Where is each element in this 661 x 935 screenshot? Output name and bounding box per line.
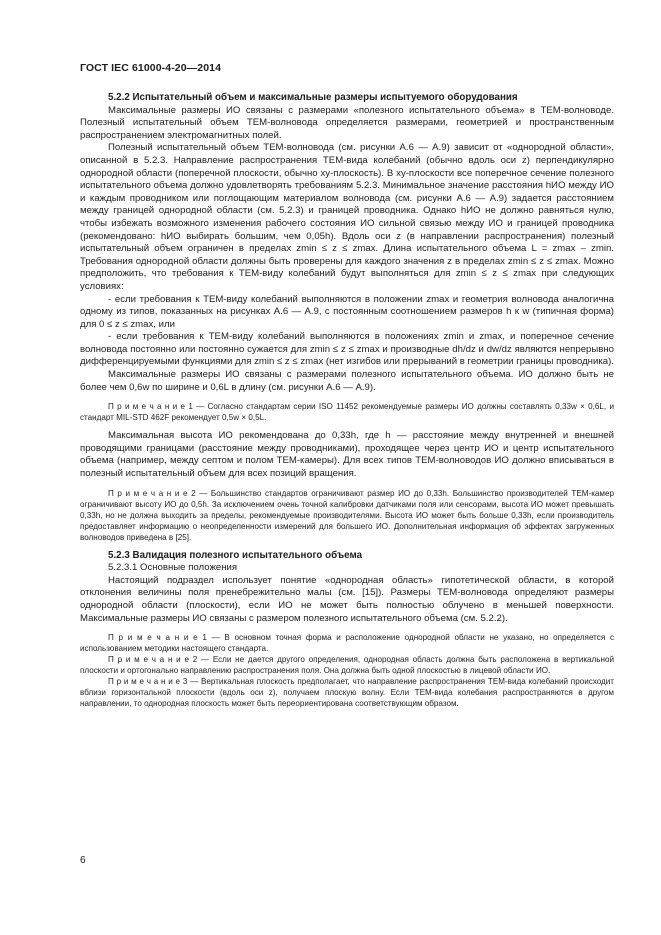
body-paragraph: Максимальные размеры ИО связаны с размерами «полезного испытательного объема» в ТЕМ-волноводе. Полезный испытательный объем ТЕМ-волновода определяется размерами, геометрией и пространственным распространением электромагнитных полей. [80,104,614,141]
section-heading: 5.2.2 Испытательный объем и максимальные размеры испытуемого оборудования [108,92,518,103]
spacer [80,543,614,550]
note-paragraph: П р и м е ч а н и е 2 — Большинство стандартов ограничивают размер ИО до 0,33h. Большинство производителей ТЕМ-камер ограничивают высоту ИО до 0,5h. За исключением очень точной калибровки датчиками поля или сенсорами, высота ИО может превышать 0,33h, но не должна выходить за пределы, рекомендуемые производителями. Высота ИО может быть больше 0,33h, если производитель предоставляет информацию о неопределенности измерений для большего ИО. Дополнительная информация об эффектах загруженных волноводов приведена в [25]. [80,488,614,542]
spacer [80,625,614,632]
note-paragraph: П р и м е ч а н и е 1 — Согласно стандартам серии ISO 11452 рекомендуемые размеры ИО должны составлять 0,33w × 0,6L, и стандарт MIL-STD 462F рекомендует 0,5w × 0,5L. [80,402,614,423]
body-paragraph: - если требования к ТЕМ-виду колебаний выполняются в положениях zmin и zmax, и поперечное сечение волновода постоянно или постоянно сужается для zmin ≤ z ≤ zmax и производные dh/dz и dw/dz являются непрерывно дифференцируемыми функциями для zmin ≤ z ≤ zmax (нет изгибов или прерываний в геометрии границы проводника). [80,331,614,368]
page-number: 6 [80,855,86,866]
body-paragraph: 5.2.3.1 Основные положения [108,562,238,574]
spacer [80,423,614,430]
spacer [80,394,614,401]
note-paragraph: П р и м е ч а н и е 3 — Вертикальная плоскость предполагает, что направление распространения ТЕМ-вида колебаний происходит вблизи горизонтальной плоскости (вдоль оси z), получаем плоскую волну. Если ТЕМ-вида колебания распространяются в другом направлении, то однородная плоскость может быть переориентирована соответствующим образом. [80,677,614,709]
note-paragraph: П р и м е ч а н и е 2 — Если не дается другого определения, однородная область должна быть расположена в вертикальной плоскости и ортогонально направлению распространения поля. Она должна быть одной плоскостью в лицевой области ИО. [80,655,614,676]
note-paragraph: П р и м е ч а н и е 1 — В основном точная форма и расположение однородной области не указано, но определяется с использованием методики настоящего стандарта. [80,633,614,654]
section-heading: 5.2.3 Валидация полезного испытательного объема [108,549,363,561]
document-header: ГОСТ IEC 61000-4-20—2014 [80,62,222,74]
body-paragraph: Настоящий подраздел использует понятие «однородная область» гипотетической области, в которой отклонения величины поля пренебрежительно малы (см. [15]). Размеры ТЕМ-волновода определяют размеры однородной области (плоскости), если ИО не может быть полностью облучено в меньшей поверхности. Максимальные размеры ИО связаны с размером полезного испытательного объема (см. 5.2.2). [80,574,614,624]
document-body [80,92,614,709]
spacer [80,481,614,488]
body-paragraph: Максимальная высота ИО рекомендована до 0,33h, где h — расстояние между внутренней и внешней проводящими границами (расстояние между проводниками), проходящее через центр ИО и центр испытательного объема (например, между септом и полом ТЕМ-камеры). Для всех типов ТЕМ-волноводов ИО должно вписываться в полезный испытательный объем для всех позиций вращения. [80,430,614,480]
body-paragraph: - если требования к ТЕМ-виду колебаний выполняются в положении zmax и геометрия волновода аналогична одному из типов, показанных на рисунках А.6 — А.9, с постоянным соотношением размеров h к w (типичная форма) для 0 ≤ z ≤ zmax, или [80,293,614,330]
body-paragraph: Полезный испытательный объем ТЕМ-волновода (см. рисунки А.6 — А.9) зависит от «однородной области», описанной в 5.2.3. Направление распространения ТЕМ-вида колебаний (обычно вдоль оси z) перпендикулярно однородной области (поперечной плоскости, обычно xy-плоскость). В xy-плоскости все поперечное сечение полезного испытательного объема должно удовлетворять требованиям 5.2.3. Минимальное значение расстояния hИО между ИО и каждым проводником или поглощающим материалом волновода (см. рисунки А.6 — А.9) задается расстоянием между границей однородной области (см. 5.2.3) и границей проводника. Однако hИО не должно равняться нулю, чтобы избежать возможного изменения рабочего состояния ИО сильной связью между ИО и границей проводника (рекомендовано: hИО выбирать большим, чем 0,05h). Вдоль оси z (в направлении распространения) полезный испытательный объем ограничен в пределах zmin ≤ z ≤ zmax. Длина испытательного объема L = zmax – zmin. Требования однородной области должны быть проверены для каждого значения z в пределах zmin ≤ z ≤ zmax. Можно предположить, что требования к ТЕМ-виду колебаний будут выполняться для zmin ≤ z ≤ zmax при следующих условиях: [80,142,614,292]
body-paragraph: Максимальные размеры ИО связаны с размерами полезного испытательного объема. ИО должно быть не более чем 0,6w по ширине и 0,6L в длину (см. рисунки А.6 — А.9). [80,369,614,393]
